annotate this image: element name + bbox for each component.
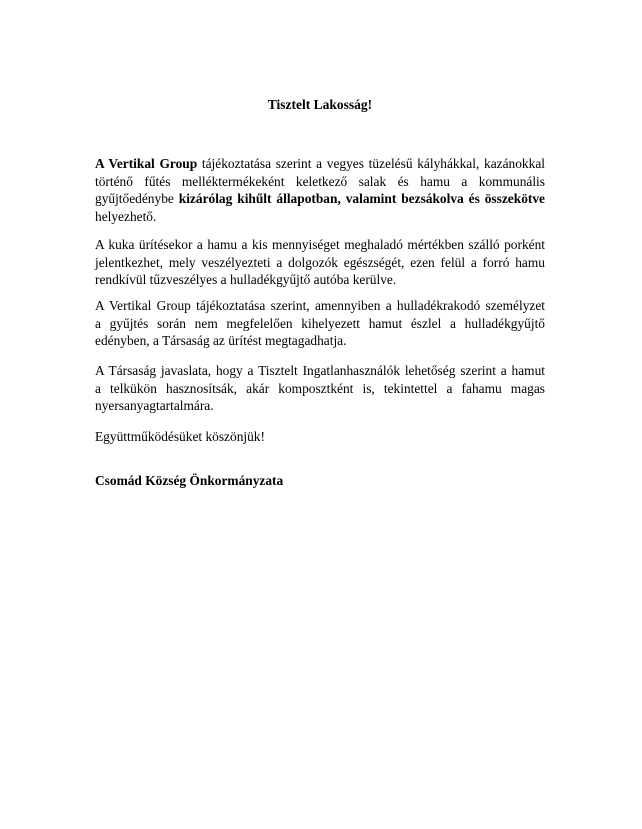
closing-thanks: Együttműködésüket köszönjük! xyxy=(95,429,265,444)
letter-title: Tisztelt Lakosság! xyxy=(267,97,373,112)
paragraph-danger-warning xyxy=(95,236,545,289)
text-line: jelentkezhet, mely veszélyezteti a dolgozók egészségét, ezen felül a forró hamu xyxy=(95,254,545,270)
text-line: edényben, a Társaság az ürítést megtagadhatja. xyxy=(95,333,347,348)
text-fragment: tájékoztatása szerint a vegyes tüzelésű kályhákkal, kazánokkal xyxy=(197,156,545,171)
text-line: A Vertikal Group tájékoztatása szerint, amennyiben a hulladékrakodó személyzet xyxy=(95,298,545,313)
text-line: A Társaság javaslata, hogy a Tisztelt Ingatlanhasználók lehetőség szerint a hamut xyxy=(95,363,545,378)
paragraph-recommendation xyxy=(95,362,545,415)
text-line xyxy=(95,155,545,173)
text-line: rendkívül tűzveszélyes a hulladékgyűjtő autóba kerülve. xyxy=(95,272,397,287)
text-line: nyersanyagtartalmára. xyxy=(95,398,214,413)
emphasis-condition: kizárólag kihűlt állapotban, valamint bezsákolva és összekötve xyxy=(178,191,545,206)
paragraph-refusal-notice xyxy=(95,297,545,350)
text-line: történő fűtés melléktermékeként keletkező salak és hamu a kommunális xyxy=(95,173,545,189)
text-line: helyezhető. xyxy=(95,208,157,224)
text-line: a telkükön hasznosítsák, akár komposztként is, tekintettel a fahamu magas xyxy=(95,380,545,396)
text-line: A kuka ürítésekor a hamu a kis mennyiséget meghaladó mértékben szálló porként xyxy=(95,237,545,252)
text-fragment: gyűjtőedénybe xyxy=(95,191,179,206)
paragraph-ash-disposal-rule xyxy=(95,155,545,225)
signature-organization: Csomád Község Önkormányzata xyxy=(95,473,284,488)
text-line xyxy=(95,190,545,208)
company-name: A Vertikal Group xyxy=(95,156,198,171)
text-line: a gyűjtés során nem megfelelően kihelyezett hamut észlel a hulladékgyűjtő xyxy=(95,315,545,331)
